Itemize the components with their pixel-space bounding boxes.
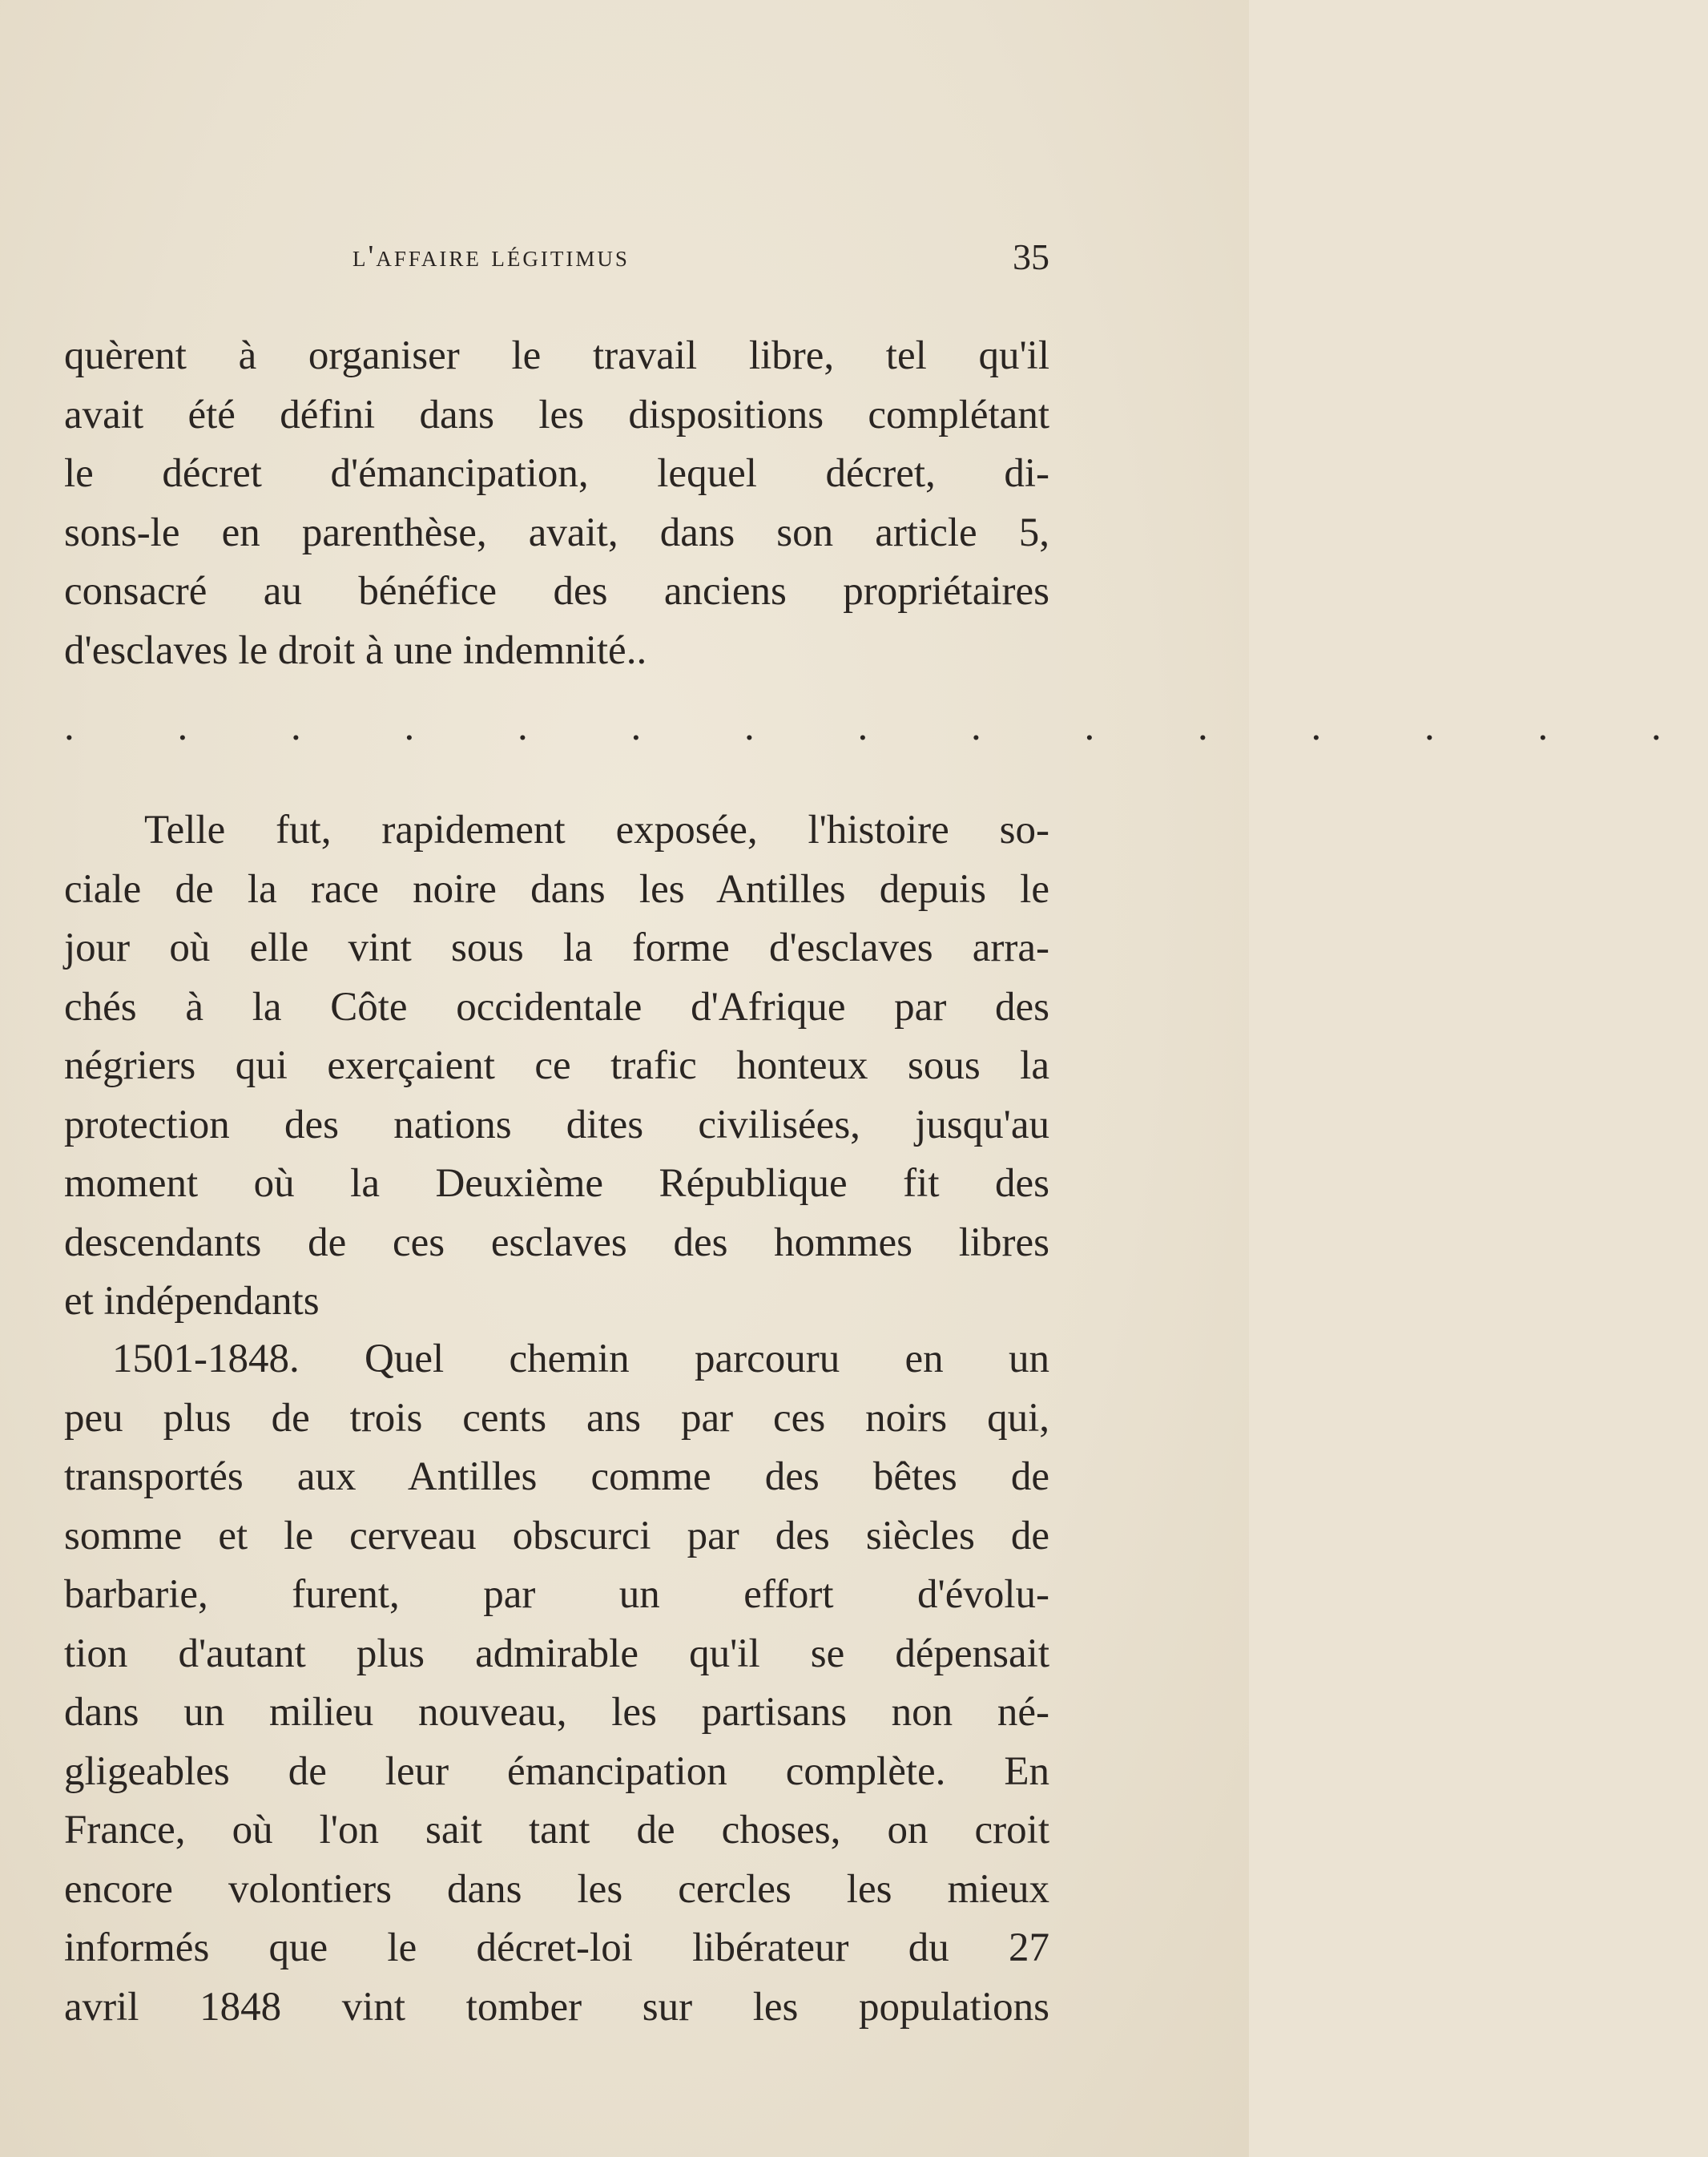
text-line: transportés aux Antilles comme des bêtes de (64, 1454, 1049, 1499)
text-line: jour où elle vint sous la forme d'esclaves arra- (64, 925, 1049, 970)
section-separator: . . . . . . . . . . . . . . . (64, 704, 1708, 749)
text-line: avril 1848 vint tomber sur les populations (64, 1984, 1049, 2030)
text-line: sons-le en parenthèse, avait, dans son article 5, (64, 510, 1049, 555)
page-number: 35 (1013, 236, 1049, 277)
text-line: avait été défini dans les dispositions complétant (64, 392, 1049, 437)
text-line: et indépendants (64, 1279, 320, 1324)
text-line: protection des nations dites civilisées, jusqu'au (64, 1102, 1049, 1147)
text-line: barbarie, furent, par un effort d'évolu- (64, 1572, 1049, 1617)
text-line: consacré au bénéfice des anciens propriétaires (64, 569, 1049, 614)
text-line: négriers qui exerçaient ce trafic honteux sous la (64, 1043, 1049, 1088)
paragraph-3 (64, 1330, 1049, 2037)
text-line: tion d'autant plus admirable qu'il se dépensait (64, 1631, 1049, 1676)
text-line: quèrent à organiser le travail libre, tel qu'il (64, 333, 1049, 378)
text-line: somme et le cerveau obscurci par des siècles de (64, 1513, 1049, 1558)
text-line: d'esclaves le droit à une indemnité.. (64, 627, 647, 673)
running-head: l'affaire légitimus (352, 240, 630, 273)
text-line: informés que le décret-loi libérateur du 27 (64, 1925, 1049, 1970)
text-line: le décret d'émancipation, lequel décret, di- (64, 451, 1049, 496)
text-line: dans un milieu nouveau, les partisans non né- (64, 1690, 1049, 1735)
paragraph-1 (64, 327, 1049, 680)
text-line: ciale de la race noire dans les Antilles depuis le (64, 866, 1049, 912)
text-line: 1501-1848. Quel chemin parcouru en un (112, 1337, 1049, 1381)
text-line: chés à la Côte occidentale d'Afrique par des (64, 984, 1049, 1030)
text-line: gligeables de leur émancipation complète. En (64, 1748, 1049, 1794)
text-line: France, où l'on sait tant de choses, on croit (64, 1808, 1049, 1853)
text-line: descendants de ces esclaves des hommes libres (64, 1220, 1049, 1265)
text-line: encore volontiers dans les cercles les mieux (64, 1866, 1049, 1912)
text-line: moment où la Deuxième République fit des (64, 1161, 1049, 1206)
paragraph-2 (64, 801, 1049, 1332)
page-header (64, 236, 1049, 287)
text-line: Telle fut, rapidement exposée, l'histoire so- (144, 808, 1049, 853)
text-line: peu plus de trois cents ans par ces noirs qui, (64, 1395, 1049, 1441)
